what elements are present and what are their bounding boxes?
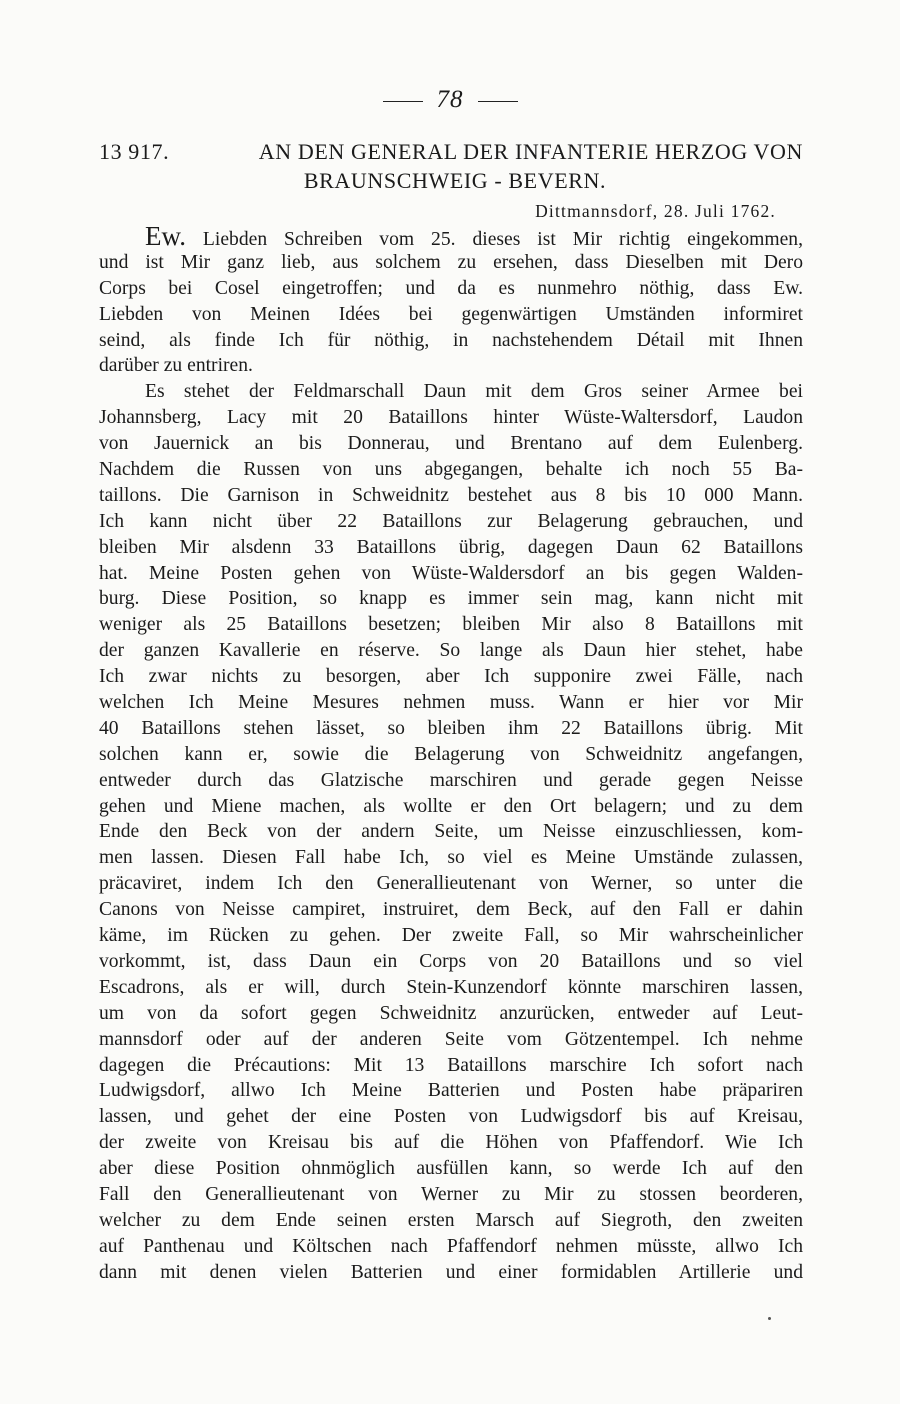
body-line: der zweite von Kreisau bis auf die Höhen von Pfaffendorf. Wie Ich xyxy=(99,1132,803,1154)
body-line: burg. Diese Position, so knapp es immer sein mag, kann nicht mit xyxy=(99,588,803,610)
body-line: von Jauernick an bis Donnerau, und Brentano auf dem Eulenberg. xyxy=(99,433,803,455)
body-line: weniger als 25 Bataillons besetzen; bleiben Mir also 8 Bataillons mit xyxy=(99,614,803,636)
heading-recipient-line-2: BRAUNSCHWEIG - BEVERN. xyxy=(303,168,607,193)
body-line: Escadrons, als er will, durch Stein-Kunzendorf könnte marschiren lassen, xyxy=(99,976,803,998)
body-line: 40 Bataillons stehen lässet, so bleiben ihm 22 Bataillons übrig. Mit xyxy=(99,717,803,739)
body-line: vorkommt, ist, dass Daun ein Corps von 20 Bataillons und so viel xyxy=(99,950,803,972)
body-line: solchen kann er, sowie die Belagerung von Schweidnitz angefangen, xyxy=(99,743,803,765)
body-line: seind, als finde Ich für nöthig, in nachstehendem Détail mit Ihnen xyxy=(99,329,803,351)
paragraph-1 xyxy=(99,250,803,379)
heading-line-1 xyxy=(99,137,803,166)
body-line: entweder durch das Glatzische marschiren und gerade gegen Neisse xyxy=(99,769,803,791)
print-speck xyxy=(768,1317,771,1320)
page-number-text: 78 xyxy=(436,86,464,113)
body-line: welchen Ich Meine Mesures nehmen muss. Wann er hier vor Mir xyxy=(99,692,803,714)
body-line: gehen und Miene machen, als wollte er den Ort belagern; und zu dem xyxy=(99,795,803,817)
dateline: Dittmannsdorf, 28. Juli 1762. xyxy=(535,201,776,221)
body-line xyxy=(99,221,803,251)
body-line: präcaviret, indem Ich den Generallieutenant von Werner, so unter die xyxy=(99,873,803,895)
page-number xyxy=(0,86,900,114)
body-line: taillons. Die Garnison in Schweidnitz bestehet aus 8 bis 10 000 Mann. xyxy=(99,484,803,506)
body-line: Ende den Beck von der andern Seite, um Neisse einzuschliessen, kom- xyxy=(99,821,803,843)
body-line: aber diese Position ohnmöglich ausfüllen kann, so werde Ich auf den xyxy=(99,1158,803,1180)
page-number-dash-left xyxy=(383,101,423,102)
body-line: der ganzen Kavallerie en réserve. So lange als Daun hier stehet, habe xyxy=(99,640,803,662)
body-line: hat. Meine Posten gehen von Wüste-Waldersdorf an bis gegen Walden- xyxy=(99,562,803,584)
body-line: dann mit denen vielen Batterien und einer formidablen Artillerie und xyxy=(99,1261,803,1283)
page-number-dash-right xyxy=(478,101,518,102)
body-line: Nachdem die Russen von uns abgegangen, behalte ich noch 55 Ba- xyxy=(99,459,803,481)
letter-body xyxy=(99,221,803,1286)
body-line: Johannsberg, Lacy mit 20 Bataillons hinter Wüste-Waltersdorf, Laudon xyxy=(99,407,803,429)
body-line: auf Panthenau und Költschen nach Pfaffendorf nehmen müsste, allwo Ich xyxy=(99,1235,803,1257)
letter-number: 13 917. xyxy=(99,139,170,164)
drop-initial: Ew. xyxy=(145,221,186,251)
body-line: bleiben Mir alsdenn 33 Bataillons übrig, dagegen Daun 62 Bataillons xyxy=(99,536,803,558)
body-line: Ich kann nicht über 22 Bataillons zur Belagerung gebrauchen, und xyxy=(99,510,803,532)
body-line: men lassen. Diesen Fall habe Ich, so viel es Meine Umstände zulassen, xyxy=(99,847,803,869)
body-line: Corps bei Cosel eingetroffen; und da es nunmehro nöthig, dass Ew. xyxy=(99,277,803,299)
body-line: Ich zwar nichts zu besorgen, aber Ich supponire zwei Fälle, nach xyxy=(99,666,803,688)
body-line: dagegen die Précautions: Mit 13 Bataillons marschire Ich sofort nach xyxy=(99,1054,803,1076)
body-line: und ist Mir ganz lieb, aus solchem zu ersehen, dass Dieselben mit Dero xyxy=(99,251,803,273)
body-line: Canons von Neisse campiret, instruiret, dem Beck, auf den Fall er dahin xyxy=(99,899,803,921)
body-line: um von da sofort gegen Schweidnitz anzurücken, entweder auf Leut- xyxy=(99,1002,803,1024)
body-line: Liebden von Meinen Idées bei gegenwärtigen Umständen informiret xyxy=(99,303,803,325)
body-line: Fall den Generallieutenant von Werner zu Mir zu stossen beorderen, xyxy=(99,1183,803,1205)
body-line: lassen, und gehet der eine Posten von Ludwigsdorf bis auf Kreisau, xyxy=(99,1106,803,1128)
heading-recipient-line-1: AN DEN GENERAL DER INFANTERIE HERZOG VON xyxy=(258,139,803,164)
body-line: darüber zu entriren. xyxy=(99,355,253,377)
body-line: Ludwigsdorf, allwo Ich Meine Batterien und Posten habe präpariren xyxy=(99,1080,803,1102)
paragraph-2 xyxy=(99,379,803,1285)
body-line: käme, im Rücken zu gehen. Der zweite Fall, so Mir wahrscheinlicher xyxy=(99,925,803,947)
body-line: mannsdorf oder auf der anderen Seite vom Götzentempel. Ich nehme xyxy=(99,1028,803,1050)
body-line: welcher zu dem Ende seinen ersten Marsch auf Siegroth, den zweiten xyxy=(99,1209,803,1231)
letter-heading xyxy=(99,137,803,195)
body-line: Es stehet der Feldmarschall Daun mit dem Gros seiner Armee bei xyxy=(145,381,803,403)
body-line-text: Liebden Schreiben vom 25. dieses ist Mir richtig eingekommen, xyxy=(186,229,803,250)
